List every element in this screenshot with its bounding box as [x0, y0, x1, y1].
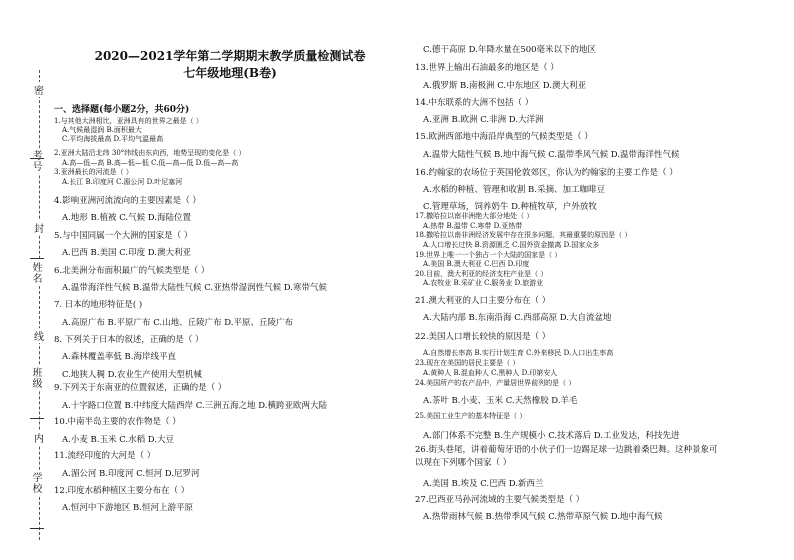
answer-options: A.湄公河 B.印度河 C.恒河 D.尼罗河	[62, 469, 200, 479]
answer-options: A.温带大陆性气候 B.地中海气候 C.温带季风气候 D.温带海洋性气候	[423, 150, 680, 160]
exam-number-line	[30, 110, 44, 159]
question-text: 6.北美洲分布面积最广的气候类型是（ ）	[54, 266, 210, 276]
name-line	[30, 210, 44, 259]
question-text: 19.世界上唯一一个独占一个大陆的国家是（ ）	[415, 251, 562, 259]
section-heading: 一、选择题(每小题2分，共60分)	[54, 105, 190, 115]
seal-char: 线	[34, 328, 44, 343]
question-text: 4.影响亚洲河流流向的主要因素是（ ）	[54, 196, 201, 206]
question-text: 16.约翰家的农场位于英国伦敦郊区，你认为约翰家的主要工作是（ ）	[415, 168, 678, 178]
answer-options: C.平均海拔最高 D.平均气温最高	[62, 135, 164, 143]
question-text: 25.美国工业生产的基本特征是（ ）	[415, 412, 527, 420]
answer-options: A.茶叶 B.小麦、玉米 C.天然橡胶 D.羊毛	[423, 396, 578, 406]
exam-subtitle: 七年级地理(B卷)	[183, 66, 277, 80]
answer-options: A.长江 B.印度河 C.湄公河 D.叶尼塞河	[62, 178, 183, 186]
binding-line	[26, 70, 54, 540]
answer-options: C.地狭人稠 D.农业生产使用大型机械	[62, 370, 202, 380]
question-text: 5.与中国同属一个大洲的国家是（ ）	[54, 231, 193, 241]
answer-options: A.亚洲 B.欧洲 C.非洲 D.大洋洲	[423, 115, 544, 125]
answer-options: A.自然增长率高 B.实行计划生育 C.外来移民 D.人口出生率高	[423, 349, 614, 357]
answer-options: A.高—低—高 B.高—低—低 C.低—高—低 D.低—高—高	[62, 159, 239, 167]
question-text: 7. 日本的地形特征是( )	[54, 300, 143, 310]
class-label: 班级	[30, 367, 41, 389]
seal-char: 密	[34, 82, 44, 97]
answer-options: A.美国 B.澳大利亚 C.巴西 D.印度	[423, 260, 530, 268]
answer-options: A.农牧业 B.采矿业 C.服务业 D.旅游业	[423, 279, 544, 287]
question-text: 17.撒哈拉以南非洲绝大部分地处（ ）	[415, 212, 534, 220]
question-text: 21.澳大利亚的人口主要分布在（ ）	[415, 296, 551, 306]
question-text: 14.中东联系的大洲不包括（ ）	[415, 98, 534, 108]
answer-options: A.俄罗斯 B.南极洲 C.中东地区 D.澳大利亚	[423, 81, 587, 91]
answer-options: A.部门体系不完整 B.生产规模小 C.技术落后 D.工业发达，科技先进	[423, 431, 680, 441]
answer-options: A.热带雨林气候 B.热带季风气候 C.热带草原气候 D.地中海气候	[423, 512, 663, 522]
class-line	[30, 370, 44, 419]
question-text: 18.撒哈拉以南非洲经济发展中存在很多问题，其最重要的原因是（ ）	[415, 231, 632, 239]
name-label: 姓名	[30, 262, 41, 284]
answer-options: C.管理草场，饲养奶牛 D.种植牧草，户外放牧	[423, 202, 597, 212]
answer-options: A.大陆内部 B.东南沿海 C.西部高原 D.大自流盆地	[423, 313, 612, 323]
question-text: 13.世界上输出石油最多的地区是（ ）	[415, 63, 559, 73]
answer-options: A.高原广布 B.平原广布 C.山地、丘陵广布 D.平原、丘陵广布	[62, 318, 294, 328]
answer-options: A.美国 B.埃及 C.巴西 D.新西兰	[423, 479, 544, 489]
answer-options: A.黄种人 B.混血种人 C.黑种人 D.印第安人	[423, 369, 558, 377]
question-text: 10.中南半岛主要的农作物是（ ）	[54, 417, 181, 427]
question-text: 20.目前，澳大利亚的经济支柱产业是（ ）	[415, 270, 548, 278]
exam-number-label: 考号	[30, 150, 41, 172]
question-text: 2.亚洲大陆沿北纬 30°纬线由东向西，地势呈现的变化是（ ）	[54, 149, 246, 157]
answer-options: A.巴西 B.美国 C.印度 D.澳大利亚	[62, 248, 192, 258]
question-text: 以现在下列哪个国家（ ）	[415, 458, 512, 468]
answer-options: A.十字路口位置 B.中纬度大陆西岸 C.三洲五海之地 D.横跨亚欧两大陆	[62, 401, 328, 411]
answer-options: C.德干高原 D.年降水量在500毫米以下的地区	[423, 45, 597, 55]
question-text: 12.印度水稻种植区主要分布在（ ）	[54, 486, 190, 496]
question-text: 24.美国所产的农产品中，产量居世界前列的是（ ）	[415, 379, 576, 387]
question-text: 3.亚洲最长的河流是（ ）	[54, 168, 133, 176]
answer-options: A.水稻的种植、管理和收割 B.采摘、加工咖啡豆	[423, 185, 605, 195]
question-text: 23.现在在美国的居民主要是（ ）	[415, 359, 520, 367]
answer-options: A.人口增长过快 B.资源匮乏 C.国外资金撤离 D.国家众多	[423, 241, 600, 249]
question-text: 22.美国人口增长较快的原因是（ ）	[415, 332, 551, 342]
answer-options: A.恒河中下游地区 B.恒河上游平原	[62, 503, 193, 513]
answer-options: A.小麦 B.玉米 C.水稻 D.大豆	[62, 435, 175, 445]
question-text: 15.欧洲西部地中海沿岸典型的气候类型是（ ）	[415, 132, 593, 142]
question-text: 26.街头巷尾，讲着葡萄牙语的小伙子们一边踢足球一边跳着桑巴舞。这种景象可	[415, 445, 718, 455]
answer-options: A.地形 B.植被 C.气候 D.海陆位置	[62, 213, 192, 223]
answer-options: A.气候最湿润 B.面积最大	[62, 126, 142, 134]
question-text: 11.流经印度的大河是（ ）	[54, 451, 156, 461]
school-line	[30, 480, 44, 529]
question-text: 9.下列关于东南亚的位置叙述，正确的是（ ）	[54, 383, 227, 393]
answer-options: A.森林覆盖率低 B.海岸线平直	[62, 352, 176, 362]
seal-char: 内	[34, 430, 44, 445]
answer-options: A.热带 B.温带 C.寒带 D.亚热带	[423, 222, 523, 230]
answer-options: A.温带海洋性气候 B.温带大陆性气候 C.亚热带湿润性气候 D.寒带气候	[62, 283, 328, 293]
question-text: 8. 下列关于日本的叙述，正确的是（ ）	[54, 335, 204, 345]
question-text: 27.巴西亚马孙河流域的主要气候类型是（ ）	[415, 495, 585, 505]
question-text: 1.与其他大洲相比，亚洲具有的世界之最是（ ）	[54, 117, 203, 125]
school-label: 学校	[30, 472, 41, 494]
exam-title: 2020—2021学年第二学期期末教学质量检测试卷	[94, 49, 366, 63]
seal-char: 封	[34, 220, 44, 235]
